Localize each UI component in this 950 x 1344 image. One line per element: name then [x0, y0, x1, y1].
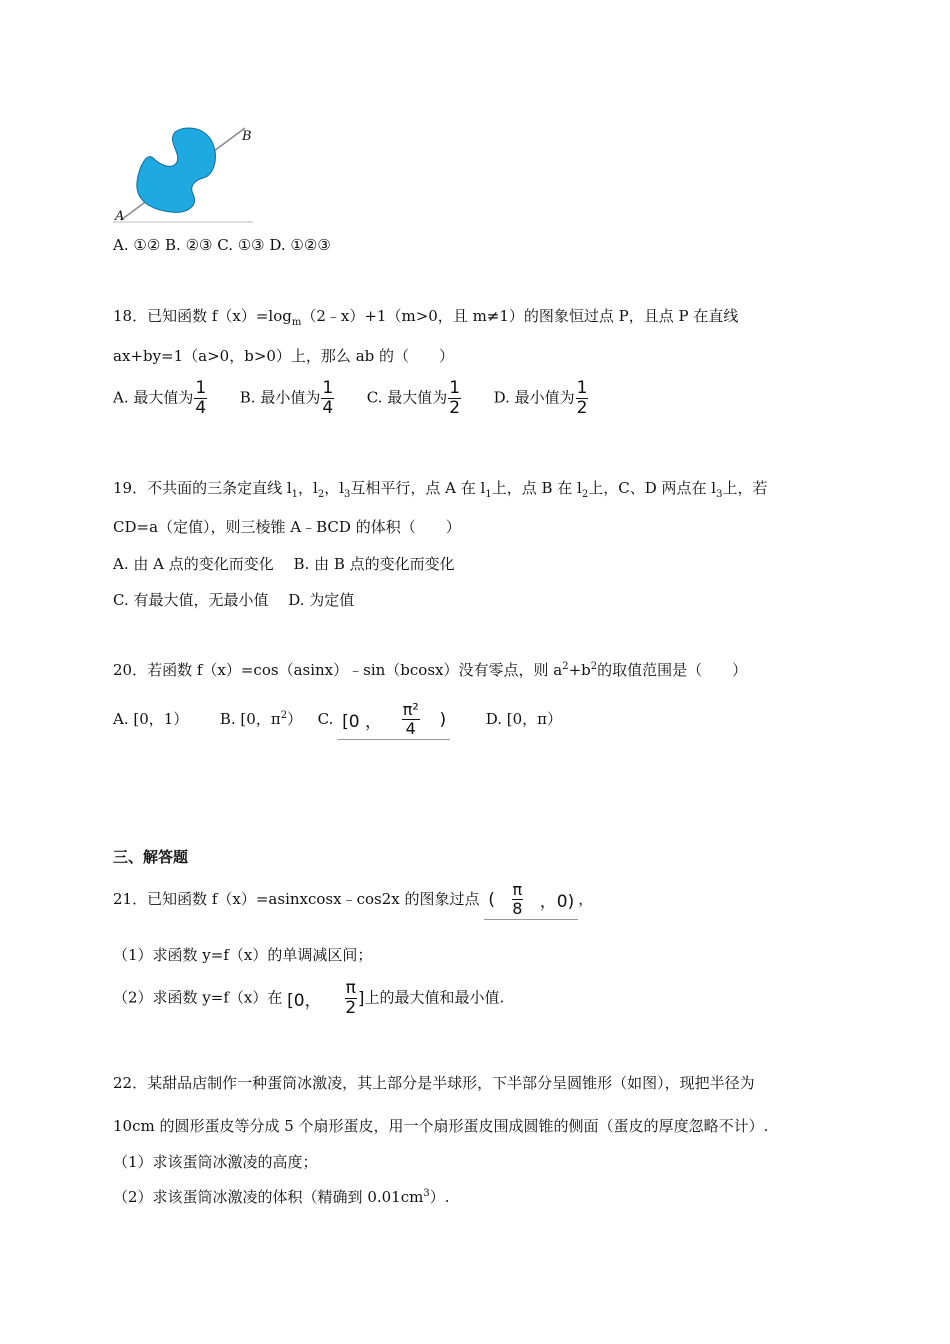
q20-option-c: C. — [317, 710, 334, 728]
q21-part2-text: 上的最大值和最小值. — [364, 988, 505, 1007]
q20-option-d: D. [0，π） — [485, 710, 563, 728]
q19-text: ，l — [298, 479, 318, 497]
interval-left: [0， — [287, 991, 322, 1011]
frac-denominator: 2 — [345, 998, 357, 1018]
q20-option-b-text: B. [0，π — [219, 710, 281, 728]
q18-line1 — [113, 305, 738, 328]
q22-part2-text: （2）求该蛋筒冰激凌的体积（精确到 0.01cm — [113, 1188, 424, 1206]
q18-line2: ax+by=1（a>0，b>0）上，那么 ab 的（ ） — [113, 347, 455, 365]
q17-options: A. ①② B. ②③ C. ①③ D. ①②③ — [113, 236, 331, 254]
q19-text: 上，若 — [722, 479, 768, 497]
frac-denominator: 4 — [322, 398, 334, 418]
q20-option-b-text: ） — [287, 710, 303, 728]
frac-denominator: 2 — [576, 398, 588, 418]
q19-text: ，l — [324, 479, 345, 497]
interval-left: [0 ， — [342, 712, 383, 732]
q19-line2: CD=a（定值），则三棱锥 A﹣BCD 的体积（ ） — [113, 518, 461, 536]
subscript: 3 — [344, 489, 351, 500]
superscript: 2 — [562, 661, 569, 672]
q21-part2-text: （2）求函数 y=f（x）在 — [113, 988, 283, 1007]
q18-option-d: D. 最小值为 — [493, 388, 575, 407]
frac-numerator: π² — [402, 700, 419, 719]
q20-options — [113, 700, 562, 740]
subscript: 2 — [317, 489, 325, 500]
interval-right: ) — [439, 709, 447, 730]
frac-numerator: π — [345, 978, 356, 998]
q20-option-a: A. [0，1） — [113, 710, 189, 728]
superscript: 2 — [280, 710, 288, 721]
frac-numerator: 1 — [449, 378, 461, 398]
superscript: 3 — [423, 1188, 430, 1199]
q21-text: 21．已知函数 f（x）=asinxcosx﹣cos2x 的图象过点 — [113, 890, 480, 908]
interval-right: ] — [357, 988, 365, 1009]
frac-denominator: 4 — [405, 719, 416, 738]
q18-text-a: 18．已知函数 f（x）=log — [113, 307, 292, 325]
q22-part2 — [113, 1186, 450, 1207]
q19-line1 — [113, 477, 767, 500]
q21-interval — [287, 980, 364, 1017]
frac-numerator: 1 — [576, 378, 588, 398]
q18-options — [113, 380, 589, 417]
q22-part1: （1）求该蛋筒冰激凌的高度； — [113, 1153, 318, 1171]
q22-part2-text: ）. — [429, 1188, 450, 1206]
subscript: 3 — [716, 489, 723, 500]
q19-options-cd: C. 有最大值，无最小值 D. 为定值 — [113, 591, 355, 609]
q19-text: 19．不共面的三条定直线 l — [113, 479, 292, 497]
q19-text: 上，点 B 在 l — [491, 479, 582, 497]
q18-option-b: B. 最小值为 — [239, 388, 321, 407]
q20-option-b — [220, 710, 302, 728]
q18-option-c: C. 最大值为 — [366, 388, 448, 407]
q20-text: 20．若函数 f（x）=cos（asinx）﹣sin（bcosx）没有零点，则 a — [113, 661, 563, 679]
label-b: B — [242, 129, 252, 144]
frac-numerator: π — [512, 880, 523, 899]
q18-text-b: （2﹣x）+1（m>0，且 m≠1）的图象恒过点 P，且点 P 在直线 — [301, 307, 739, 325]
q19-text: 互相平行，点 A 在 l — [350, 479, 486, 497]
q21-part1: （1）求函数 y=f（x）的单调减区间； — [113, 946, 373, 964]
q21-line1 — [113, 880, 593, 920]
frac-numerator: 1 — [195, 378, 207, 398]
q18-frac-d — [576, 380, 589, 417]
superscript: 2 — [590, 661, 598, 672]
subscript: 1 — [291, 489, 299, 500]
label-a: A — [115, 209, 125, 224]
interval-frac — [402, 702, 420, 737]
q19-text: 上，C、D 两点在 l — [588, 479, 717, 497]
section-heading: 三、解答题 — [113, 848, 189, 866]
point-frac — [512, 882, 524, 917]
q18-frac-a — [194, 380, 207, 417]
subscript: 1 — [485, 489, 492, 500]
point-left: ( — [488, 889, 495, 910]
point-right: ，0) — [539, 892, 575, 912]
q22-line1: 22．某甜品店制作一种蛋筒冰激凌，其上部分是半球形，下半部分呈圆锥形（如图），现把半径为 — [113, 1074, 755, 1092]
q21-part2 — [113, 980, 504, 1017]
frac-denominator: 4 — [195, 398, 207, 418]
interval-frac — [345, 980, 357, 1017]
frac-numerator: 1 — [322, 378, 334, 398]
frac-denominator: 8 — [512, 899, 523, 918]
q21-text: ， — [578, 890, 594, 908]
blob-shape — [137, 128, 216, 212]
q20-text: +b — [568, 661, 591, 679]
q18-option-a: A. 最大值为 — [113, 388, 194, 407]
q18-frac-b — [321, 380, 334, 417]
q20-line1 — [113, 659, 747, 680]
blob-figure — [113, 122, 255, 227]
frac-denominator: 2 — [449, 398, 461, 418]
q21-point — [484, 880, 578, 920]
subscript: 2 — [581, 489, 589, 500]
q20-option-c-interval — [338, 700, 450, 740]
q19-options-ab: A. 由 A 点的变化而变化 B. 由 B 点的变化而变化 — [113, 555, 455, 573]
q20-text: 的取值范围是（ ） — [597, 661, 748, 679]
q22-line2: 10cm 的圆形蛋皮等分成 5 个扇形蛋皮，用一个扇形蛋皮围成圆锥的侧面（蛋皮的厚度忽略不计）. — [113, 1117, 769, 1135]
q18-frac-c — [448, 380, 461, 417]
q18-log-base: m — [291, 317, 302, 328]
